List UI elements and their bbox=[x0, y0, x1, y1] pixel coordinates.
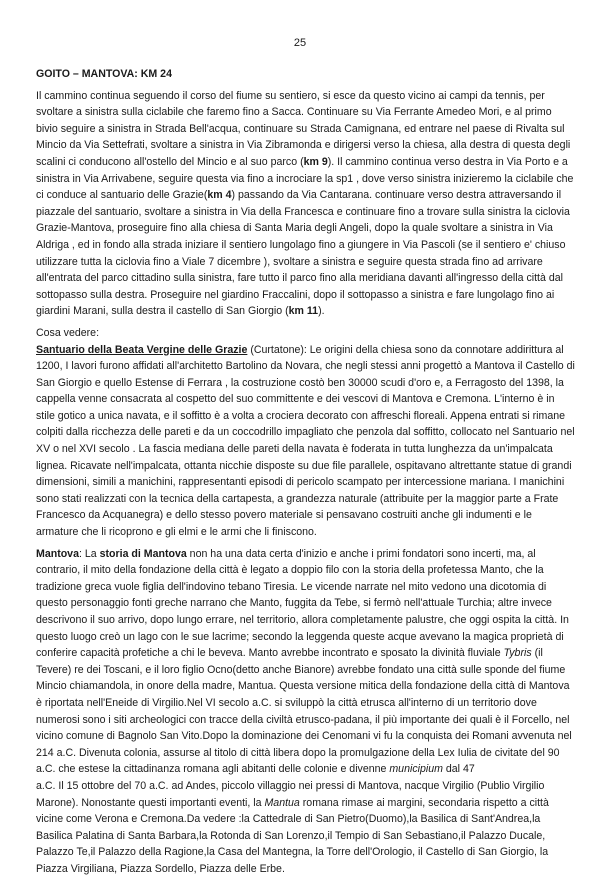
route-text: Il cammino continua seguendo il corso del fiume su sentiero, si esce da questo vicino ai campi da tennis, per svoltare a sinistra sulla ciclabile che faremo fino a Sacca. Continuare su Via Ferrante Amedeo Mori, e al primo bivio seguire a sinistra in Strada Bell'acqua, continuare su Strada Camignana, ed entrare nel paese di Rivalta sul Mincio da Via Settefrati, svoltare a sinistra in Via Zibramonda e dirigersi verso la chiesa, alla destra di questa degli scalini ci conducono all'ostello del Mincio e al suo parco ( bbox=[36, 89, 571, 168]
mantova-label: Mantova bbox=[36, 547, 79, 560]
mantova-text: non ha una data certa d'inizio e anche i primi fondatori sono incerti, ma, al contrario, il mito della fondazione della città è legato a doppio filo con la storia della profetessa Manto, che la tradizione greca vuole figlia dell'indovino tebano Tiresia. Le vicende narrate nel mito vedono una dicotomia di questo personaggio fonti greche narrano che Manto, fuggita da Tebe, si fermò nell'attuale Turchia; altre invece descrivono il suo arrivo, dopo lungo errare, nel territorio, allora completamente palustre, che oggi ospita la città. In questo luogo creò un lago con le sue lacrime; secondo la leggenda queste acque avevano la magica proprietà di conferire capacità profetiche a chi le beveva. Manto avrebbe incontrato e sposato la divinità fluviale bbox=[36, 547, 569, 660]
mantua-term: Mantua bbox=[264, 796, 300, 809]
page-content bbox=[36, 66, 576, 878]
santuario-paragraph bbox=[36, 342, 576, 541]
mantova-text: romana rimase ai margini, secondaria rispetto a città vicine come Verona e Cremona.Da vedere :la Cattedrale di San Pietro(Duomo),la Basilica di Sant'Andrea,la Basilica Palatina di Santa Barbara,la Rotonda di San Lorenzo,il Tempio di San Sebastiano,il Palazzo Ducale, Palazzo Te,il Palazzo della Ragione,la Casa del Mantegna, la Torre dell'Orologio, il Castello di San Giorgio, la Piazza Virgiliana, Piazza Sordello, Piazza delle Erbe. bbox=[36, 796, 549, 875]
mantova-text: (il Tevere) re dei Toscani, e il loro figlio Ocno(detto anche Bianore) avrebbe fondato una città sulle sponde del fiume Mincio chiamandola, in onore della madre, Mantua. Questa versione mitica della fondazione della città di Mantova è riportata nell'Eneide di Virgilio.Nel VI secolo a.C. si sviluppò la città etrusca all'interno di un territorio dove numerosi sono i siti archeologici con tracce della civiltà etrusco-padana, il più importante dei quali è il Forcello, nel vicino comune di Bagnolo San Vito.Dopo la dominazione dei Cenomani vi fu la conquista dei Romani avvenuta nel 214 a.C. Divenuta colonia, assurse al titolo di città libera dopo la promulgazione della Lex Iulia de civitate del 90 a.C. che estese la cittadinanza romana agli abitanti delle colonie e divenne bbox=[36, 647, 572, 776]
route-distance: km 4 bbox=[207, 189, 232, 202]
mantova-text: a.C. Il 15 ottobre del 70 a.C. ad Andes, piccolo villaggio nei pressi di Mantova, nacque Virgilio (Publio Virgilio Marone). Nonostante questi importanti eventi, la bbox=[36, 779, 545, 809]
santuario-title: Santuario della Beata Vergine delle Grazie bbox=[36, 343, 248, 356]
municipium-term: municipium bbox=[389, 763, 443, 776]
mantova-text: : La bbox=[78, 547, 100, 560]
mantova-text: dal 47 bbox=[442, 763, 475, 776]
cosa-vedere-label: Cosa vedere: bbox=[36, 326, 100, 339]
page-number: 25 bbox=[293, 37, 307, 49]
route-distance: km 11 bbox=[288, 305, 319, 318]
tybris-term: Tybris bbox=[503, 647, 532, 660]
mantova-paragraph-continued bbox=[36, 778, 576, 878]
route-description bbox=[36, 88, 576, 320]
storia-link: storia di Mantova bbox=[99, 547, 187, 560]
route-text: ). Il cammino continua verso destra in Via Porto e a sinistra in Via Arrivabene, seguire questa via fino a incrociare la sp1 , dove verso sinistra inizieremo la ciclabile che ci conduce al santuario delle Grazie( bbox=[36, 155, 574, 202]
route-text: ). bbox=[318, 305, 325, 318]
section-title: GOITO – MANTOVA: KM 24 bbox=[36, 68, 172, 80]
mantova-paragraph bbox=[36, 546, 576, 778]
route-text: ) passando da Via Cantarana. continuare verso destra attraversando il piazzale del santuario, svoltare a sinistra in Via della Francesca e continuare fino a trovare sulla sinistra la ciclovia Grazie-Mantova, proseguire fino alla chiesa di Santa Maria degli Angeli, dopo la quale svoltare a sinistra in Via Aldriga , ed in fondo alla strada iniziare il sentiero lungolago fino a giungere in Via Pascoli (se il sentiero e' chiuso utilizzare tutta la ciclovia fino a Viale 7 dicembre ), svoltare a sinistra e seguire questa strada fino ad arrivare all'entrata del parco cittadino sulla sinistra, fare tutto il parco fino alla meridiana davanti all'ingresso della città dal sottopasso sulla destra. Proseguire nel giardino Fraccalini, dopo il sottopasso a sinistra e fare lungolago fino ai giardini Marani, sulla destra il castello di San Giorgio ( bbox=[36, 189, 570, 318]
route-distance: km 9 bbox=[303, 155, 328, 168]
santuario-text: (Curtatone): Le origini della chiesa sono da connotare addirittura al 1200, I lavori furono affidati all'architetto Bartolino da Novara, che negli stessi anni progettò a Mantova il Castello di San Giorgio e quello Estense di Ferrara , la costruzione costò ben 30000 scudi d'oro e, a Ferragosto del 1398, la cappella venne consacrata al cospetto del suo committente e dei vescovi di Mantova e Cremona. L'interno è in stile gotico a unica navata, e il soffitto è a volta a crociera decorato con affreschi floreali. Appena entrati si rimane colpiti dalla ricchezza delle pareti e da un coccodrillo impagliato che penzola dal soffitto, collocato nel Santuario nel XV o nel XVI secolo . La fascia mediana delle pareti della navata è foderata in tutta lunghezza da un'impalcata lignea. Ricavate nell'impalcata, ottanta nicchie disposte su due file parallele, ospitavano altrettante statue di grandi dimensioni, simili a manichini, rappresentanti episodi di pericolo scampato per intercessione mariana. I manichini sono stati realizzati con la tecnica della cartapesta, a grandezza naturale (attribuite per la maggior parte a Frate Francesco da Acquanegra) e dello stesso povero materiale si pensavano costruiti anche gli indumenti e le armature che li ricoprono e gli elmi e le armi che li finiscono. bbox=[36, 343, 575, 539]
